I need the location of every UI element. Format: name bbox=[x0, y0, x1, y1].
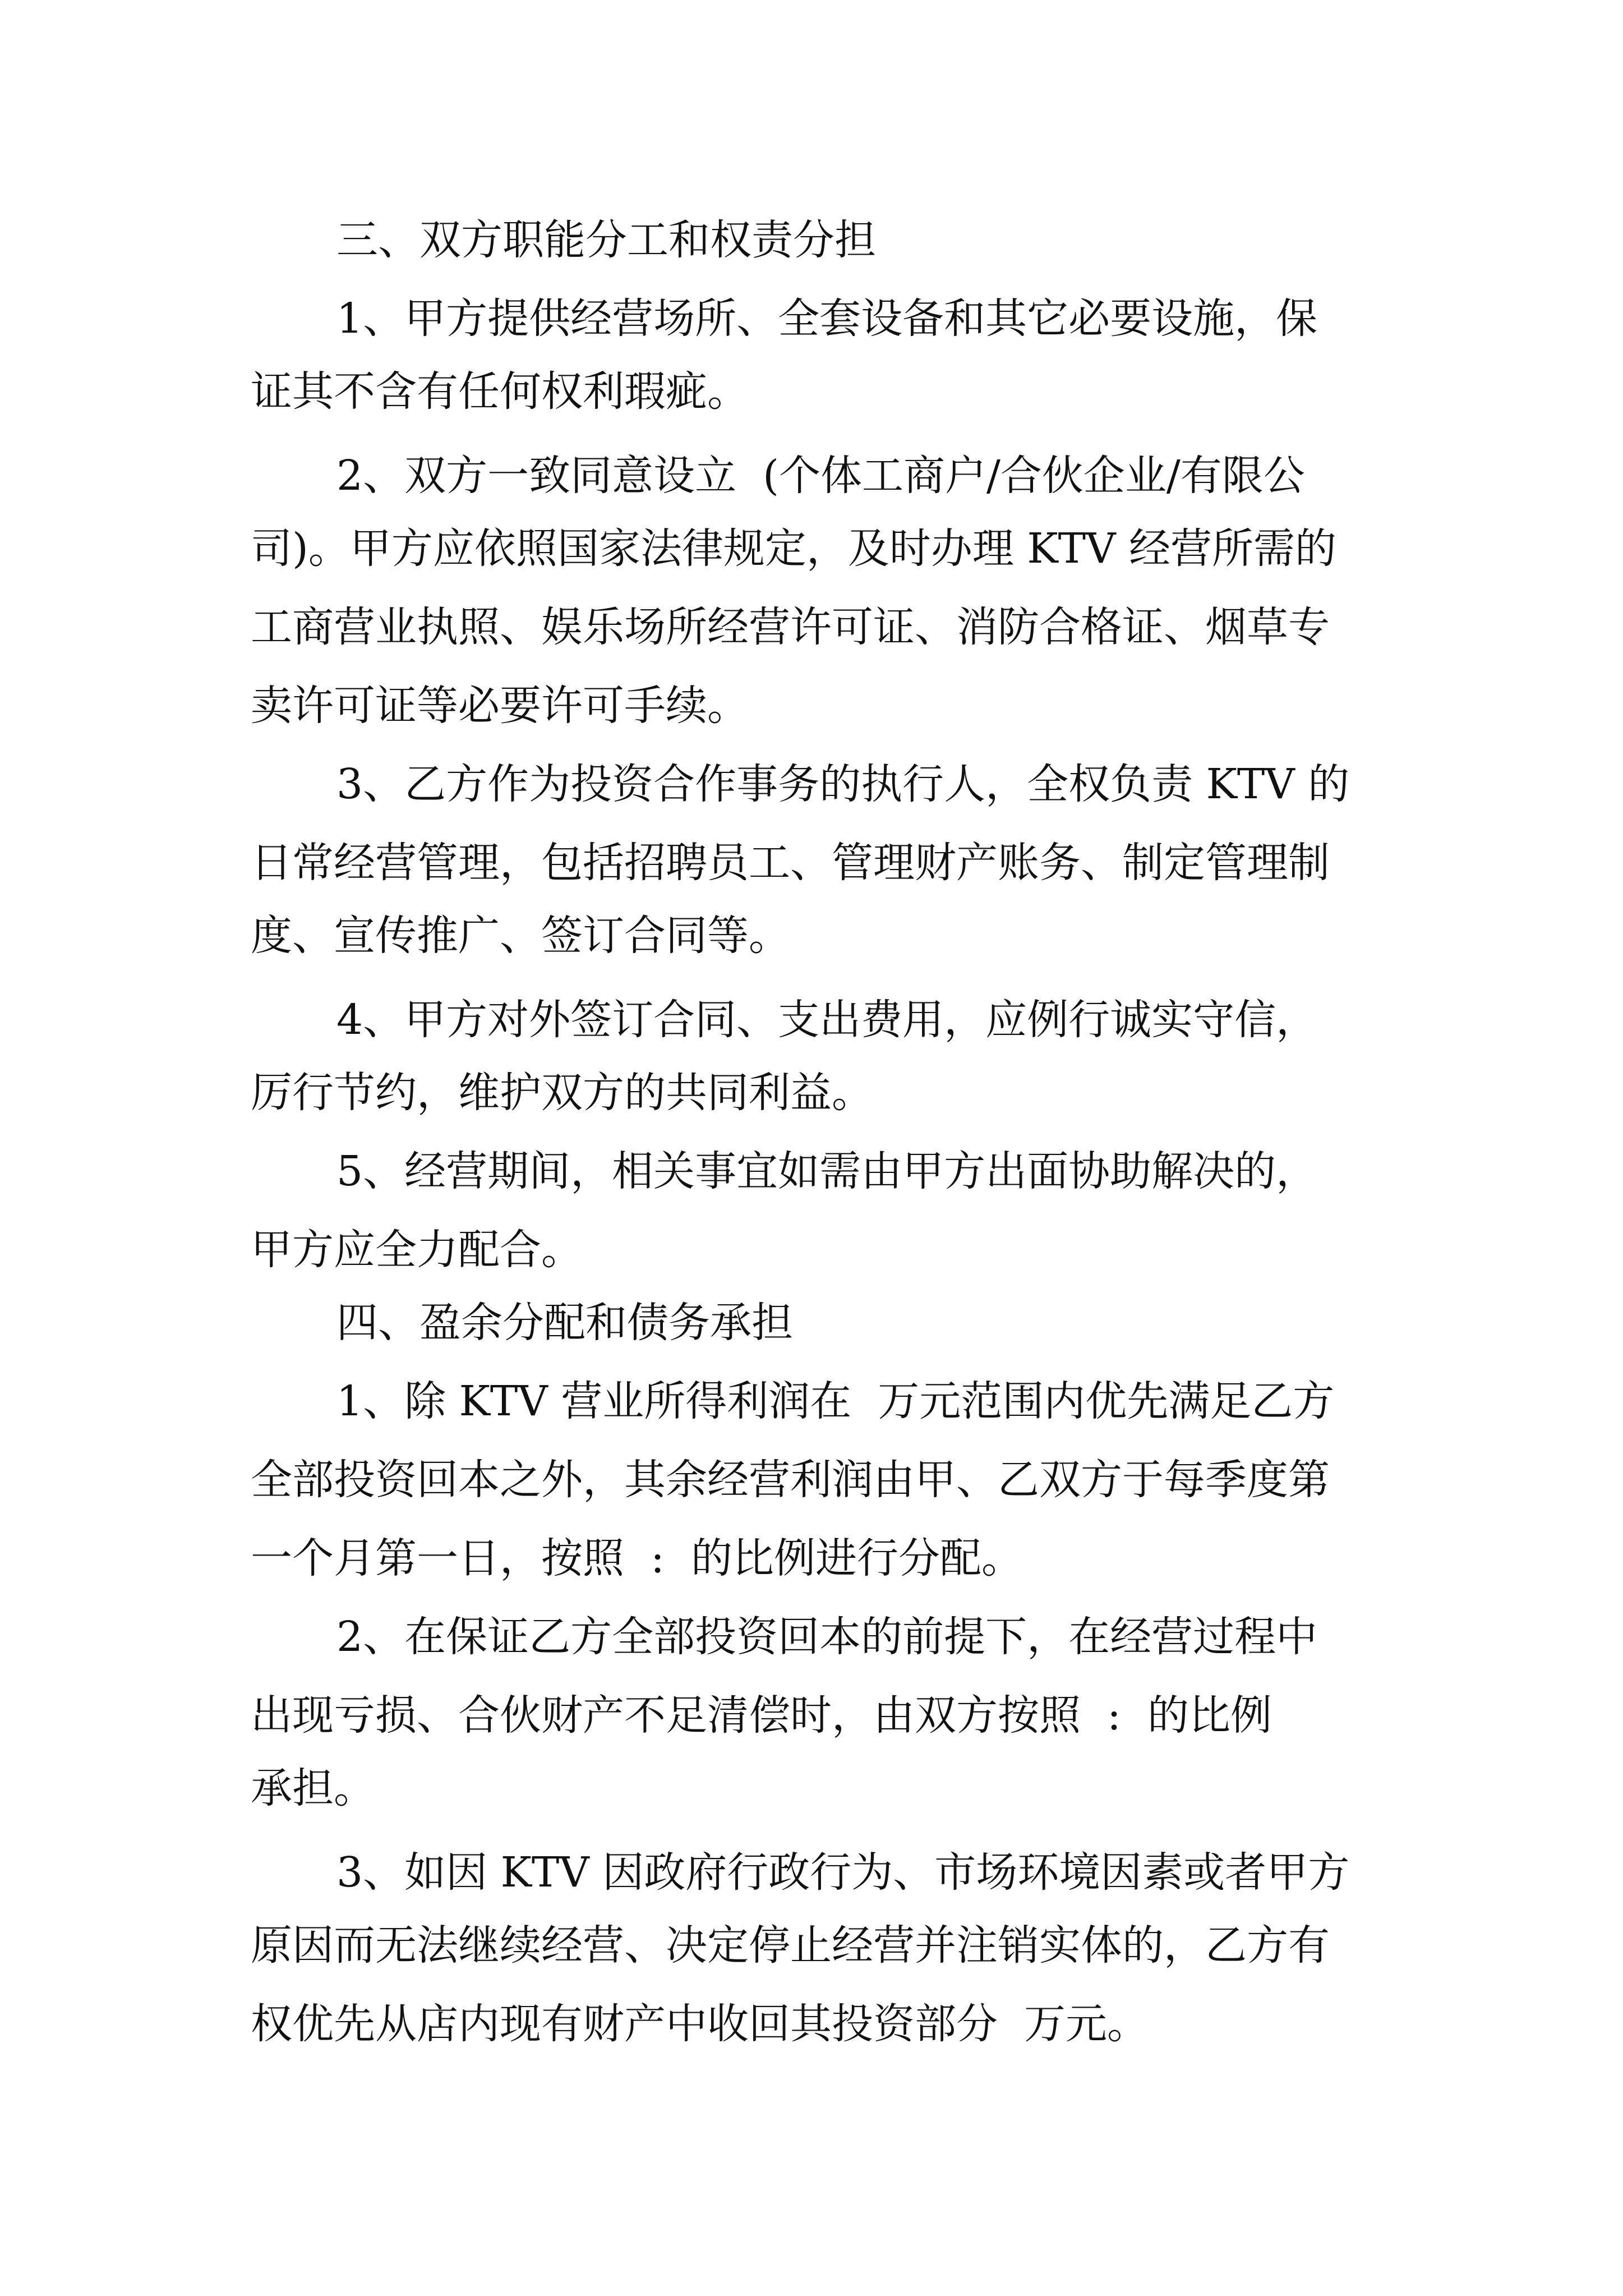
text-line: 1、除 KTV 营业所得利润在 万元范围内优先满足乙方 bbox=[336, 1377, 1335, 1425]
text-line: 甲方应全力配合。 bbox=[251, 1226, 583, 1274]
text-line: 厉行节约，维护双方的共同利益。 bbox=[251, 1069, 873, 1117]
text-line: 一个月第一日，按照 : 的比例进行分配。 bbox=[251, 1534, 1023, 1582]
text-line: 承担。 bbox=[251, 1764, 375, 1812]
text-line: 工商营业执照、娱乐场所经营许可证、消防合格证、烟草专 bbox=[251, 603, 1330, 651]
text-line: 3、乙方作为投资合作事务的执行人，全权负责 KTV 的 bbox=[336, 760, 1350, 808]
text-line: 4、甲方对外签订合同、支出费用，应例行诚实守信， bbox=[336, 996, 1318, 1044]
text-line: 卖许可证等必要许可手续。 bbox=[251, 682, 749, 730]
text-line: 2、在保证乙方全部投资回本的前提下，在经营过程中 bbox=[336, 1613, 1318, 1661]
text-line: 权优先从店内现有财产中收回其投资部分 万元。 bbox=[251, 2000, 1149, 2048]
text-line: 司)。甲方应依照国家法律规定，及时办理 KTV 经营所需的 bbox=[251, 524, 1336, 573]
text-line: 证其不含有任何权利瑕疵。 bbox=[251, 367, 749, 416]
text-line: 日常经营管理，包括招聘员工、管理财产账务、制定管理制 bbox=[251, 839, 1330, 887]
text-line: 2、双方一致同意设立 (个体工商户/合伙企业/有限公 bbox=[336, 452, 1305, 500]
section-heading-4: 四、盈余分配和债务承担 bbox=[336, 1299, 793, 1347]
text-line: 1、甲方提供经营场所、全套设备和其它必要设施，保 bbox=[336, 295, 1318, 343]
text-line: 原因而无法继续经营、决定停止经营并注销实体的，乙方有 bbox=[251, 1921, 1330, 1970]
text-line: 5、经营期间，相关事宜如需由甲方出面协助解决的， bbox=[336, 1147, 1318, 1195]
text-line: 出现亏损、合伙财产不足清偿时，由双方按照 : 的比例 bbox=[251, 1691, 1272, 1740]
section-heading-3: 三、双方职能分工和权责分担 bbox=[336, 216, 876, 264]
text-line: 度、宣传推广、签订合同等。 bbox=[251, 912, 790, 960]
text-line: 3、如因 KTV 因政府行政行为、市场环境因素或者甲方 bbox=[336, 1848, 1350, 1897]
text-line: 全部投资回本之外，其余经营利润由甲、乙双方于每季度第 bbox=[251, 1456, 1330, 1504]
